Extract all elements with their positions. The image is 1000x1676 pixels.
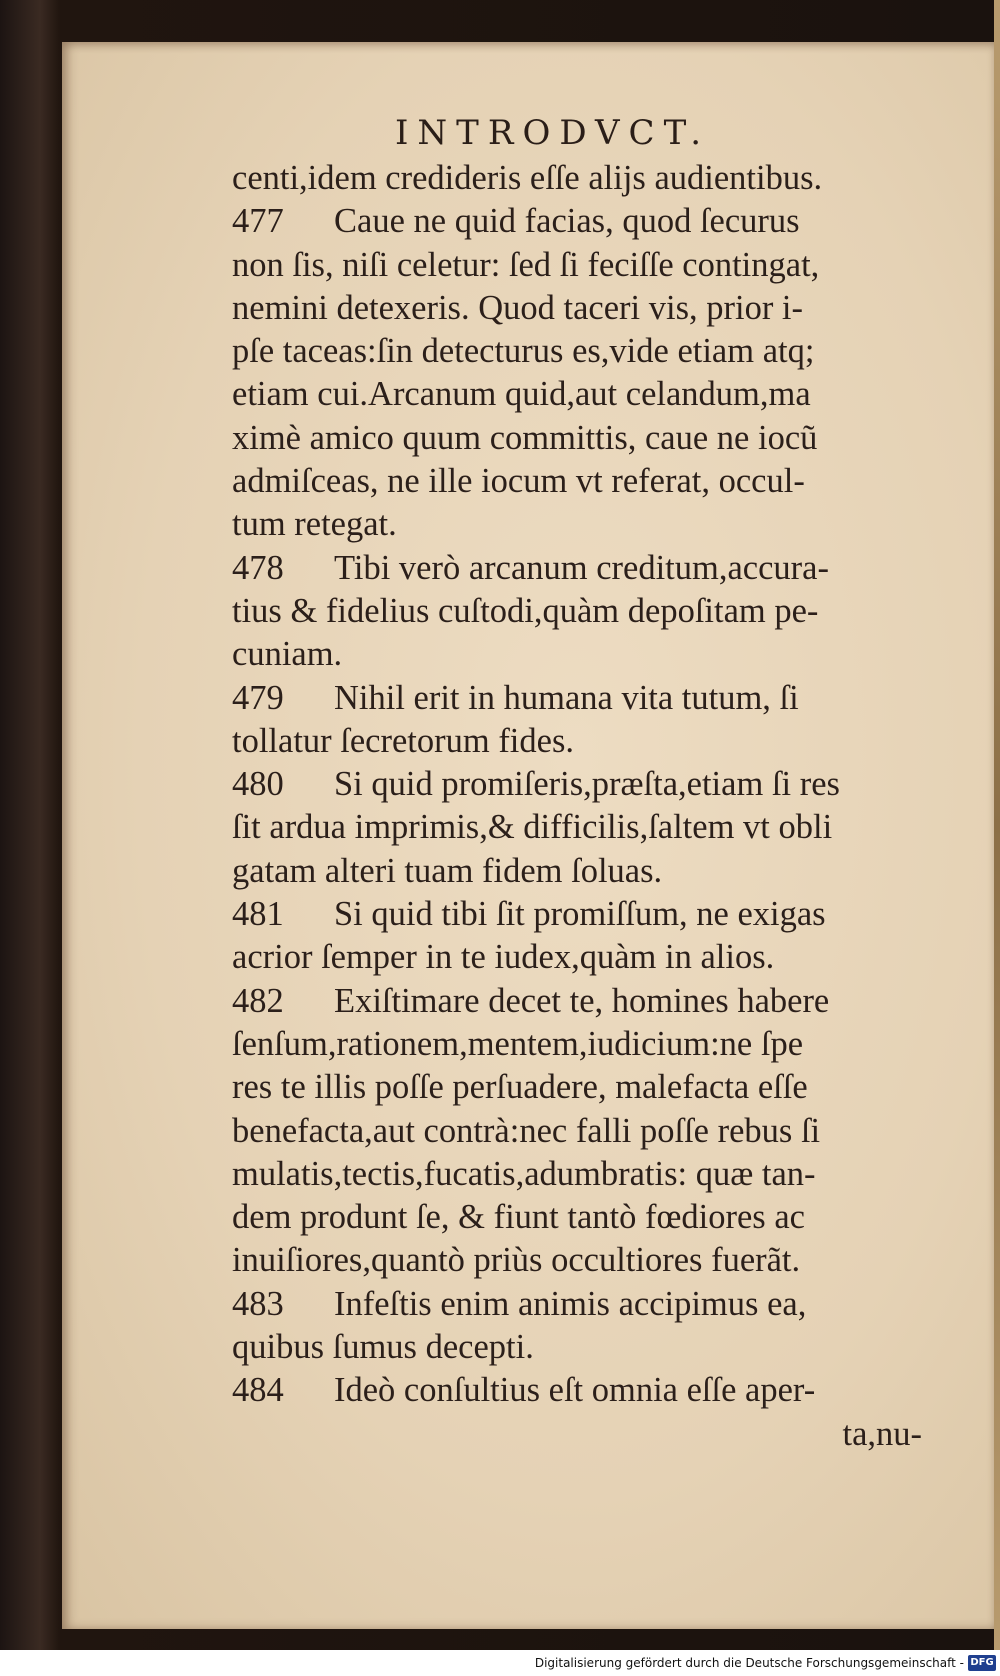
line-text: cuniam. (232, 635, 343, 674)
line-text: ſenſum,rationem,mentem,iudicium:ne ſpe (232, 1024, 804, 1063)
line-text: inuiſiores,quantò priùs occultiores fuerãt. (232, 1241, 801, 1280)
line-text: Infeſtis enim animis accipimus ea, (334, 1284, 807, 1323)
text-line (232, 244, 932, 287)
paragraph-number: 477 (232, 202, 284, 241)
text-line (232, 503, 932, 546)
text-line (232, 720, 932, 763)
line-text: pſe taceas:ſin detecturus es,vide etiam atq; (232, 332, 815, 371)
line-text: acrior ſemper in te iudex,quàm in alios. (232, 938, 775, 977)
text-line (232, 1369, 932, 1412)
footer-credit: Digitalisierung gefördert durch die Deutsche Forschungsgemeinschaft - (534, 1656, 964, 1670)
text-block (232, 157, 932, 1456)
page-edge (994, 0, 1000, 1650)
text-line (232, 1023, 932, 1066)
line-text: Si quid promiſeris,præſta,etiam ſi res (334, 765, 840, 804)
paragraph-number: 482 (232, 981, 284, 1020)
text-line (232, 763, 932, 806)
line-text: Exiſtimare decet te, homines habere (334, 981, 830, 1020)
text-line (232, 460, 932, 503)
text-line (232, 1066, 932, 1109)
text-line (232, 200, 932, 243)
line-text: gatam alteri tuam fidem ſoluas. (232, 851, 663, 890)
footer-bar (0, 1650, 1000, 1676)
line-text: mulatis,tectis,fucatis,adumbratis: quæ tan- (232, 1154, 816, 1193)
text-line (232, 1326, 932, 1369)
line-text: ximè amico quum committis, caue ne iocũ (232, 418, 818, 457)
text-line (232, 373, 932, 416)
paragraph-number: 480 (232, 765, 284, 804)
text-line (232, 850, 932, 893)
line-text: Si quid tibi ſit promiſſum, ne exigas (334, 895, 826, 934)
text-line (232, 1239, 932, 1282)
text-line (232, 806, 932, 849)
text-line (232, 1196, 932, 1239)
line-text: tius & fidelius cuſtodi,quàm depoſitam pe- (232, 591, 819, 630)
line-text: res te illis poſſe perſuadere, malefacta eſſe (232, 1068, 808, 1107)
paragraph-number: 478 (232, 548, 284, 587)
line-text: centi,idem credideris eſſe alijs audientibus. (232, 159, 823, 197)
line-text: ſit ardua imprimis,& difficilis,ſaltem vt obli (232, 808, 833, 847)
dfg-logo[interactable]: DFG (968, 1655, 996, 1671)
text-line (232, 590, 932, 633)
line-text: admiſceas, ne ille iocum vt referat, occul- (232, 462, 805, 501)
line-text: tollatur ſecretorum fides. (232, 721, 575, 760)
text-line (232, 330, 932, 373)
line-text: Ideò conſultius eſt omnia eſſe aper- (334, 1371, 816, 1410)
text-line (232, 677, 932, 720)
line-text: tum retegat. (232, 505, 397, 544)
text-line (232, 1283, 932, 1326)
line-text: dem produnt ſe, & fiunt tantò fœdiores ac (232, 1198, 805, 1237)
text-line (232, 1110, 932, 1153)
running-head: INTRODVCT. (395, 113, 711, 153)
text-line (232, 157, 932, 200)
text-line (232, 893, 932, 936)
line-text: quibus ſumus decepti. (232, 1328, 534, 1367)
line-text: nemini detexeris. Quod taceri vis, prior i- (232, 288, 804, 327)
text-line (232, 287, 932, 330)
paragraph-number: 483 (232, 1284, 284, 1323)
line-text: benefacta,aut contrà:nec falli poſſe rebus ſi (232, 1111, 821, 1150)
text-line (232, 1153, 932, 1196)
text-line (232, 547, 932, 590)
text-line (232, 980, 932, 1023)
line-text: Tibi verò arcanum creditum,accura- (334, 548, 829, 587)
catchword: ta,nu- (842, 1414, 922, 1453)
text-line (232, 633, 932, 676)
text-line (232, 417, 932, 460)
line-text: Caue ne quid facias, quod ſecurus (334, 202, 800, 241)
line-text: Nihil erit in humana vita tutum, ſi (334, 678, 799, 717)
text-line (232, 936, 932, 979)
line-text: non ſis, niſi celetur: ſed ſi feciſſe contingat, (232, 245, 820, 284)
paragraph-number: 481 (232, 895, 284, 934)
line-text: etiam cui.Arcanum quid,aut celandum,ma (232, 375, 811, 414)
paragraph-number: 479 (232, 678, 284, 717)
paragraph-number: 484 (232, 1371, 284, 1410)
